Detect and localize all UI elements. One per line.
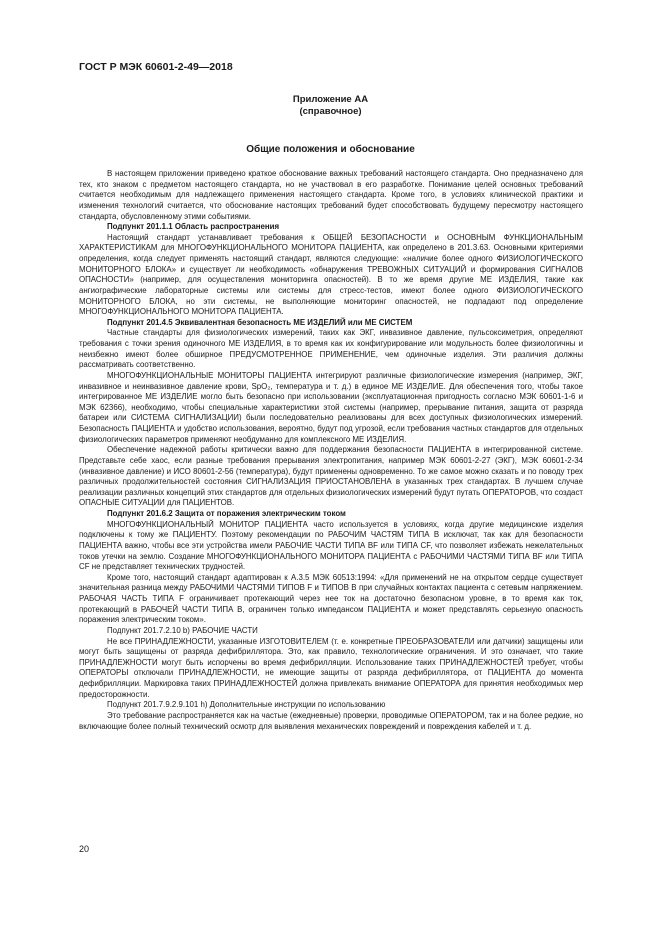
annex-title: Приложение АА — [292, 94, 369, 105]
paragraph: Кроме того, настоящий стандарт адаптирован к А.3.5 МЭК 60513:1994: «Для применений не на открытом сердце существует значительная разница между РАБОЧИМИ ЧАСТЯМИ ТИПОВ F и ТИПОВ В при случайных контактах пациента с сетевым напряжением. РАБОЧАЯ ЧАСТЬ ТИПА F ограничивает протекающий через нее ток на достаточно безопасном уровне, в то время как ток, протекающий в РАБОЧЕЙ ЧАСТИ ТИПА В, ограничен только импедансом ПАЦИЕНТА и может представлять серьезную опасность поражения электрическим током». — [79, 572, 583, 625]
paragraph: Это требование распространяется как на частые (ежедневные) проверки, проводимые ОПЕРАТОРОМ, так и на более редкие, но включающие более полный технический осмотр для выявления механических повреждений и повреждения кабелей и т. д. — [79, 710, 583, 731]
paragraph: Подпункт 201.7.9.2.9.101 h) Дополнительные инструкции по использованию — [107, 700, 386, 710]
paragraph: Подпункт 201.7.2.10 b) РАБОЧИЕ ЧАСТИ — [107, 625, 258, 635]
subheading: Подпункт 201.6.2 Защита от поражения электрическим током — [107, 509, 346, 518]
paragraph: Частные стандарты для физиологических измерений, таких как ЭКГ, инвазивное давление, пульсоксиметрия, определяют требования с точки зрения одиночного МЕ ИЗДЕЛИЯ, в то время как их конфигурирование или модульность более физиологичны и неизбежно имеют более обширное ПРЕДУСМОТРЕННОЕ ПРИМЕНЕНИЕ, чем одиночные изделия. Эти различия должны рассматривать соответственно. — [79, 328, 583, 370]
paragraph: МНОГОФУНКЦИОНАЛЬНЫЙ МОНИТОР ПАЦИЕНТА часто используется в условиях, когда другие медицинские изделия подключены к тому же ПАЦИЕНТУ. Поэтому рекомендации по РАБОЧИМ ЧАСТЯМ ТИПА В исключат, так как для безопасности ПАЦИЕНТА важно, чтобы все эти устройства имели РАБОЧИЕ ЧАСТИ ТИПА BF или ТИПА CF, что позволяет избежать нежелательных токов утечки на землю. Создание МНОГОФУНКЦИОНАЛЬНОГО МОНИТОРА ПАЦИЕНТА с РАБОЧИМИ ЧАСТЯМИ ТИПА BF или ТИПА CF не представляет технических трудностей. — [79, 519, 583, 572]
subheading: Подпункт 201.4.5 Эквивалентная безопасность МЕ ИЗДЕЛИЙ или МЕ СИСТЕМ — [107, 317, 413, 327]
paragraph: В настоящем приложении приведено краткое обоснование важных требований настоящего стандарта. Оно предназначено для тех, кто знаком с предметом настоящего стандарта, но не участвовал в его разработке. Понимание целей основных требований считается необходимым для надлежащего применения настоящего стандарта. Кроме того, в условиях клинической практики и изменения технологий считается, что обоснование настоящих требований будет способствовать будущему пересмотру настоящего стандарта, обусловленному этими событиями. — [79, 169, 583, 221]
standard-header: ГОСТ Р МЭК 60601-2-49—2018 — [79, 61, 233, 73]
paragraph: Настоящий стандарт устанавливает требования к ОБЩЕЙ БЕЗОПАСНОСТИ и ОСНОВНЫМ ФУНКЦИОНАЛЬНЫМ ХАРАКТЕРИСТИКАМ для МНОГОФУНКЦИОНАЛЬНОГО МОНИТОРА ПАЦИЕНТА, как определено в 201.3.63. Основными критериями определения, когда следует применять настоящий стандарт, являются следующие: «наличие более одного ФИЗИОЛОГИЧЕСКОГО МОНИТОРНОГО БЛОКА» и существует ли необходимость «обнаружения ТРЕВОЖНЫХ СИТУАЦИЙ и формирования СИГНАЛОВ ОПАСНОСТИ» (например, для осуществления мониторинга опасностей). В то же время другие МЕ ИЗДЕЛИЯ, такие как ангиографические лабораторные системы или системы для стресс-тестов, имеют более одного ФИЗИОЛОГИЧЕСКОГО МОНИТОРНОГО БЛОКА, но эти системы, не выполняющие мониторинг опасностей, не подпадают под определение МНОГОФУНКЦИОНАЛЬНОГО МОНИТОРА ПАЦИЕНТА. — [79, 232, 583, 317]
section-title: Общие положения и обоснование — [246, 144, 415, 155]
paragraph: Не все ПРИНАДЛЕЖНОСТИ, указанные ИЗГОТОВИТЕЛЕМ (т. е. конкретные ПРЕОБРАЗОВАТЕЛИ или датчики) защищены или могут быть защищены от разряда дефибриллятора. Это, как правило, технологические ограничения. И это означает, что такие ПРИНАДЛЕЖНОСТИ могут быть испорчены во время дефибрилляции. Использование таких ПРИНАДЛЕЖНОСТЕЙ требует, чтобы ОПЕРАТОРЫ отключали ПРИНАДЛЕЖНОСТИ, не имеющие защиты от разряда дефибриллятора, от ПАЦИЕНТА до момента дефибрилляции. Маркировка таких ПРИНАДЛЕЖНОСТЕЙ должна привлекать внимание ОПЕРАТОРА для принятия необходимых мер предосторожности. — [79, 636, 583, 699]
page-number: 20 — [79, 844, 90, 854]
paragraph: Обеспечение надежной работы критически важно для поддержания безопасности ПАЦИЕНТА в интегрированной системе. Представьте себе хаос, если разные требования прерывания электропитания, например МЭК 60601-2-27 (ЭКГ), МЭК 60601-2-34 (инвазивное давление) и ИСО 80601-2-56 (температура), будут применены одновременно. То же самое можно сказать и по поводу трех различных продолжительностей состояния СИГНАЛИЗАЦИЯ ПРИОСТАНОВЛЕНА в указанных трех стандартах. В лучшем случае реализации различных концепций этих стандартов для отдельных физиологических измерений будут путать ОПЕРАТОРОВ, что создаст ОПАСНЫЕ СИТУАЦИИ для ПАЦИЕНТОВ. — [79, 445, 583, 508]
subheading: Подпункт 201.1.1 Область распространения — [107, 222, 280, 232]
paragraph: МНОГОФУНКЦИОНАЛЬНЫЕ МОНИТОРЫ ПАЦИЕНТА интегрируют различные физиологические измерения (например, ЭКГ, инвазивное и неинвазивное давление крови, SpO₂, температура и т. д.) в единое МЕ ИЗДЕЛИЕ. Для обеспечения того, чтобы такое интегрированное МЕ ИЗДЕЛИЕ могло быть безопасно при использовании (эксплуатационная пригодность согласно МЭК 60601-1-6 и МЭК 62366), необходимо, чтобы специальные характеристики этой системы (например, прерывание питания, защита от разряда батареи или СИСТЕМА СИГНАЛИЗАЦИИ) были последовательно реализованы для всех доступных физиологических измерений. Безопасность ПАЦИЕНТА и удобство использования, вероятно, будут под угрозой, если требования частных стандартов для отдельных физиологических параметров применяют необдуманно для комплексного МЕ ИЗДЕЛИЯ. — [79, 370, 583, 444]
annex-subtitle: (справочное) — [299, 106, 362, 117]
body-text — [79, 169, 583, 732]
